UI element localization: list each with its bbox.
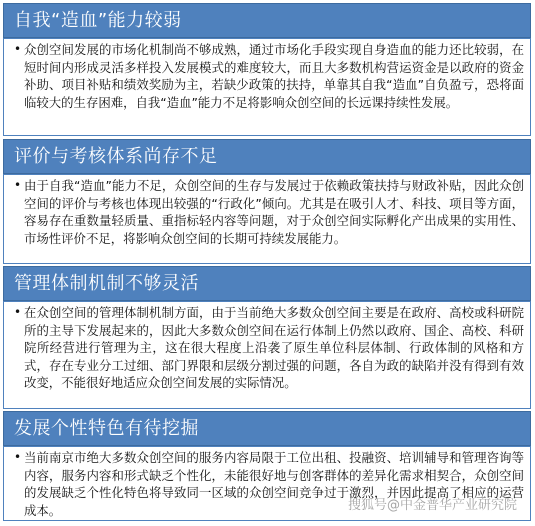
section-header-evaluation xyxy=(3,139,531,174)
section-body-evaluation xyxy=(3,174,531,264)
bullet-item xyxy=(14,177,524,247)
section-body-management xyxy=(3,301,531,409)
bullet-item xyxy=(14,304,524,392)
bullet-icon: • xyxy=(14,42,22,56)
bullet-text: 当前南京市绝大多数众创空间的服务内容局限于工位出租、投融资、培训辅导和管理咨询等内容，服务内容和形式缺乏个性化，未能很好地与创客群体的差异化需求相契合，众创空间的发展缺乏个性化特色将导致同一区域的众创空间竞争过于激烈，并因此提高了相应的运营成本。 xyxy=(24,450,524,518)
bullet-item xyxy=(14,41,524,111)
section-title: 评价与考核体系尚存不足 xyxy=(14,146,218,167)
section-header-characteristics xyxy=(3,411,531,446)
bullet-text: 在众创空间的管理体制机制方面，由于当前绝大多数众创空间主要是在政府、高校或科研院所的主导下发展起来的，因此大多数众创空间在运行体制上仍然以政府、国企、高校、科研院所经营进行管理为主，这在很大程度上沿袭了原生单位科层体制、行政体制的风格和方式，存在专业分工过细、部门界限和层级分割过强的问题，各自为政的缺陷并没有得到有效改变，不能很好地适应众创空间发展的实际情况。 xyxy=(24,305,524,391)
bullet-icon: • xyxy=(14,305,22,319)
section-title: 发展个性特色有待挖掘 xyxy=(14,418,199,439)
section-header-management xyxy=(3,266,531,301)
bullet-icon: • xyxy=(14,450,22,464)
section-body-self-sustain xyxy=(3,38,531,136)
content-page xyxy=(3,3,531,521)
bullet-text: 众创空间发展的市场化机制尚不够成熟，通过市场化手段实现自身造血的能力还比较弱，在短时间内形成灵活多样投入发展模式的难度较大，而且大多数机构营运资金是以政府的资金补助、项目补贴和绩效奖励为主，若缺少政策的扶持，单靠其自我“造血”自负盈亏，恐将面临较大的生存困难，自我“造血”能力不足将影响众创空间的长远课持续性发展。 xyxy=(24,42,524,110)
bullet-text: 由于自我“造血”能力不足，众创空间的生存与发展过于依赖政策扶持与财政补贴，因此众创空间的评价与考核也体现出较强的“行政化”倾向。尤其是在吸引人才、科技、项目等方面，容易存在重数量轻质量、重指标轻内容等问题，对于众创空间实际孵化产出成果的实用性、市场性评价不足，将影响众创空间的长期可持续发展能力。 xyxy=(24,178,524,246)
bullet-icon: • xyxy=(14,178,22,192)
section-header-self-sustain xyxy=(3,3,531,38)
watermark-text: 搜狐号@中金普华产业研究院 xyxy=(347,498,517,513)
section-title: 自我“造血”能力较弱 xyxy=(14,10,182,31)
section-title: 管理体制机制不够灵活 xyxy=(14,273,199,294)
